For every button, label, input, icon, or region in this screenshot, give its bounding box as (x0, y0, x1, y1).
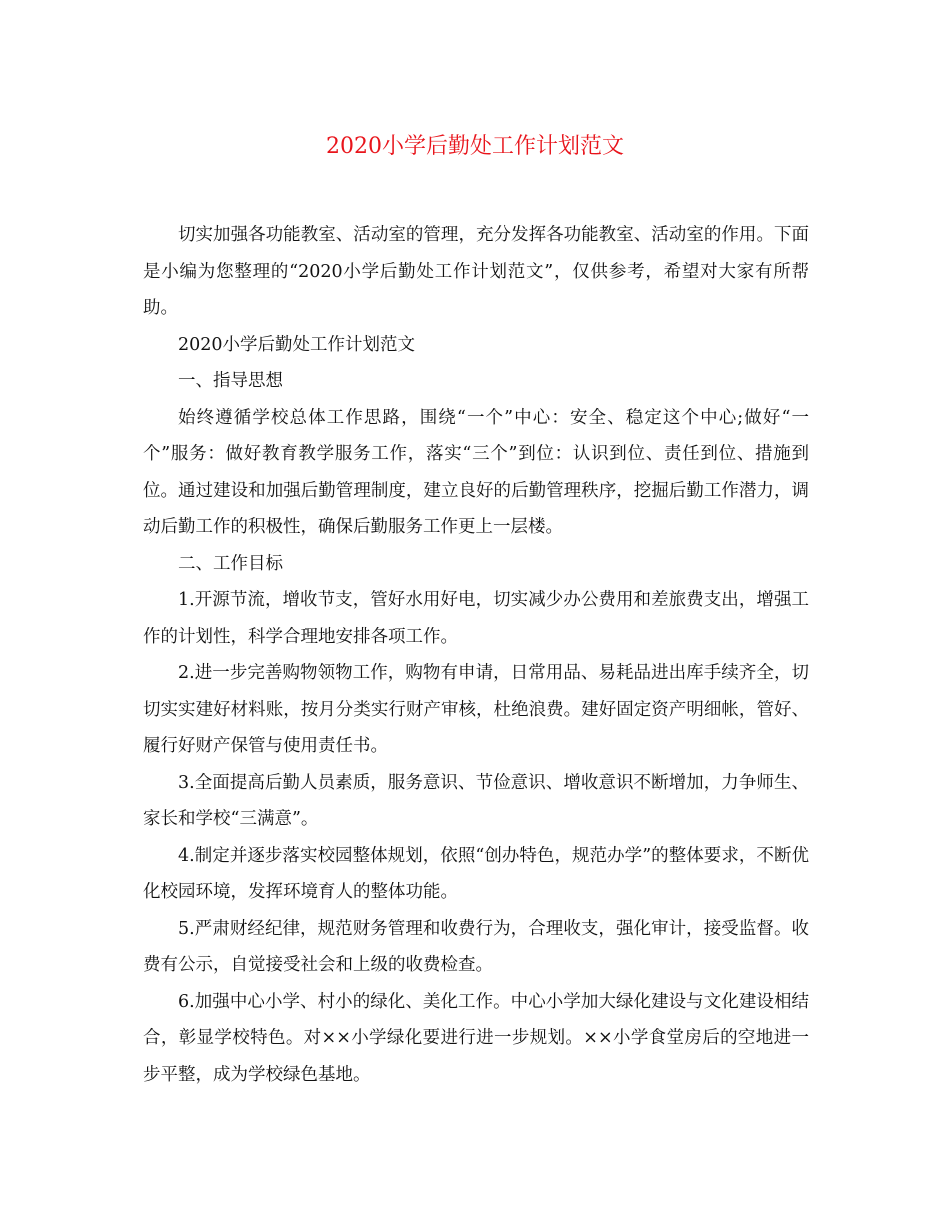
goal-item-6: 6.加强中心小学、村小的绿化、美化工作。中心小学加大绿化建设与文化建设相结合，彰显学校特色。对××小学绿化要进行进一步规划。××小学食堂房后的空地进一步平整，成为学校绿色基地。 (143, 991, 809, 1085)
section-heading-work-goals: 二、工作目标 (178, 553, 283, 574)
guiding-ideology-paragraph: 始终遵循学校总体工作思路，围绕“一个”中心：安全、稳定这个中心;做好“一个”服务：做好教育教学服务工作，落实“三个”到位：认识到位、责任到位、措施到位。通过建设和加强后勤管理制度，建立良好的后勤管理秩序，挖掘后勤工作潜力，调动后勤工作的积极性，确保后勤服务工作更上一层楼。 (143, 407, 809, 537)
document-body (143, 217, 809, 1093)
goal-item-2: 2.进一步完善购物领物工作，购物有申请，日常用品、易耗品进出库手续齐全，切切实实建好材料账，按月分类实行财产审核，杜绝浪费。建好固定资产明细帐，管好、履行好财产保管与使用责任书。 (143, 663, 809, 756)
document-title: 2020小学后勤处工作计划范文 (326, 134, 624, 159)
subtitle-line: 2020小学后勤处工作计划范文 (178, 334, 416, 355)
goal-item-4: 4.制定并逐步落实校园整体规划，依照“创办特色，规范办学”的整体要求，不断优化校园环境，发挥环境育人的整体功能。 (143, 845, 809, 902)
section-heading-guiding-ideology: 一、指导思想 (178, 371, 283, 391)
goal-item-3: 3.全面提高后勤人员素质，服务意识、节俭意识、增收意识不断增加，力争师生、家长和学校“三满意”。 (143, 772, 809, 829)
intro-paragraph: 切实加强各功能教室、活动室的管理，充分发挥各功能教室、活动室的作用。下面是小编为您整理的“2020小学后勤处工作计划范文”，仅供参考，希望对大家有所帮助。 (143, 225, 809, 318)
goal-item-1: 1.开源节流，增收节支，管好水用好电，切实减少办公费用和差旅费支出，增强工作的计划性，科学合理地安排各项工作。 (143, 590, 809, 647)
goal-item-5: 5.严肃财经纪律，规范财务管理和收费行为，合理收支，强化审计，接受监督。收费有公示，自觉接受社会和上级的收费检查。 (143, 918, 809, 975)
